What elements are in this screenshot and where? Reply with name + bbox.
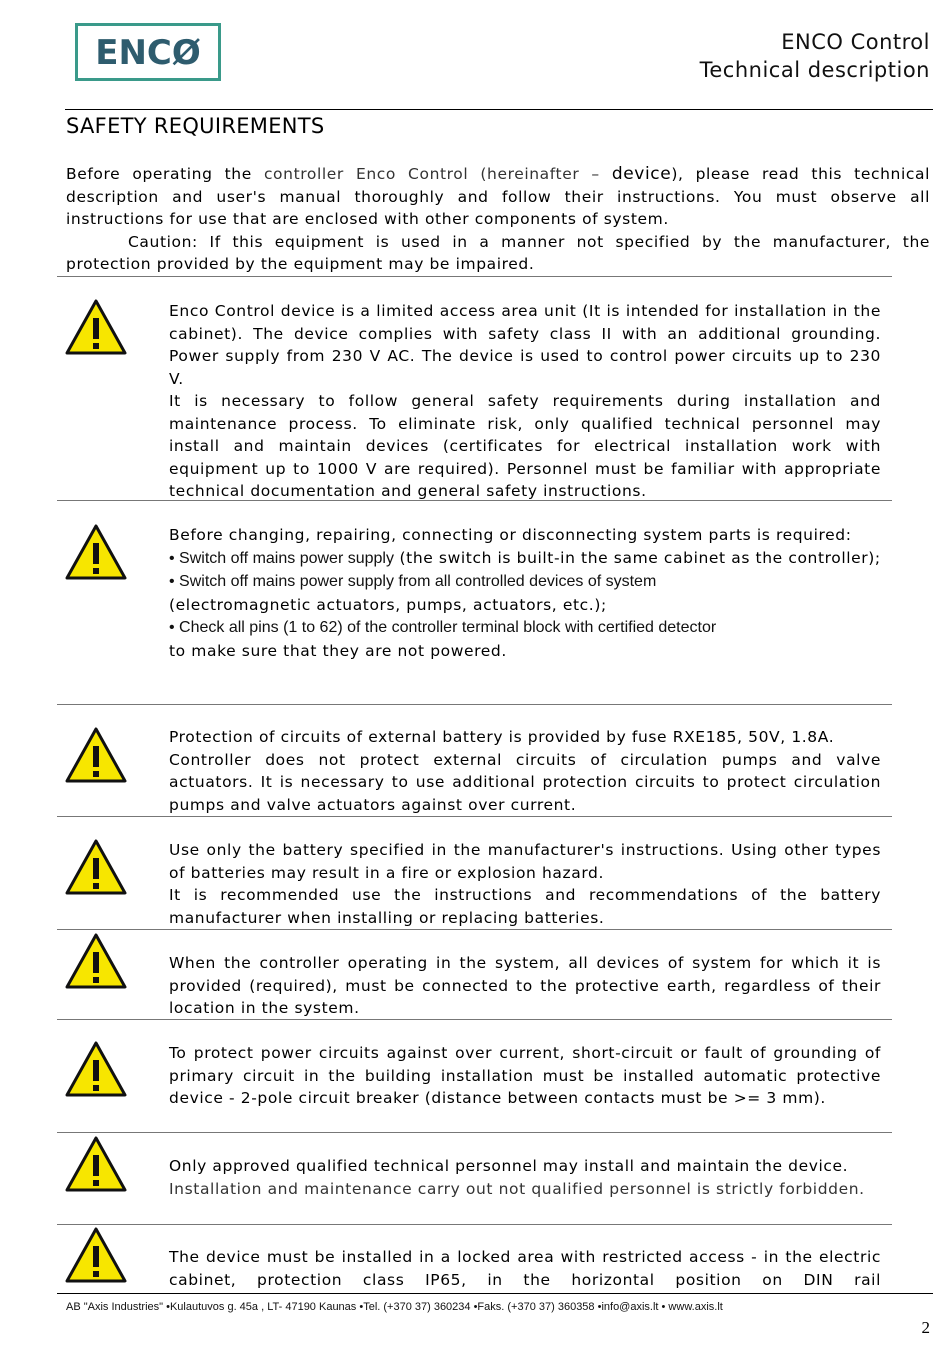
safety-block-1 (169, 300, 881, 503)
block-paragraph: The device must be installed in a locked area with restricted access - in the electric cabinet, protection class IP65, in the horizontal position on DIN rail (169, 1248, 881, 1289)
warning-triangle-icon (64, 1135, 128, 1193)
divider (57, 816, 892, 817)
safety-block-6 (169, 1042, 881, 1110)
block-paragraph: Only approved qualified technical personnel may install and maintain the device. (169, 1157, 849, 1175)
bullet-text: • Check all pins (1 to 62) of the controller terminal block with certified detector (169, 619, 717, 636)
divider (57, 500, 892, 501)
safety-block-3 (169, 726, 881, 816)
block-paragraph: It is necessary to follow general safety requirements during installation and maintenance process. To eliminate risk, only qualified technical personnel may install and maintain devices (certificates for electrical installation work with equipment up to 1000 V are required). Personnel must be familiar with appropriate technical documentation and general safety instructions. (169, 392, 881, 500)
header-subtitle: Technical description (699, 58, 930, 82)
warning-triangle-icon (64, 932, 128, 990)
warning-triangle-icon (64, 838, 128, 896)
bullet-text: • Switch off mains power supply (169, 549, 394, 567)
enco-logo-mark (83, 31, 213, 73)
block-bullet (169, 616, 881, 640)
safety-block-2 (169, 524, 881, 662)
footer-divider (57, 1293, 933, 1294)
safety-block-5 (169, 952, 881, 1020)
block-paragraph: Controller does not protect external circuits of circulation pumps and valve actuators. It is necessary to use additional protection circuits to protect circulation pumps and valve actuators against over current. (169, 750, 881, 814)
warning-triangle-icon (64, 1226, 128, 1284)
divider (57, 1132, 892, 1133)
block-paragraph: Enco Control device is a limited access area unit (It is intended for installation in the cabinet). The device complies with safety class II with an additional grounding. Power supply from 230 V AC. The device is used to control power circuits up to 230 V. (169, 302, 881, 388)
divider (57, 276, 892, 277)
block-paragraph: Before changing, repairing, connecting or disconnecting system parts is required: (169, 526, 852, 544)
warning-triangle-icon (64, 298, 128, 356)
block-paragraph: When the controller operating in the system, all devices of system for which it is provided (required), must be connected to the protective earth, regardless of their location in the system. (169, 954, 881, 1017)
svg-text:ENCØ: ENCØ (95, 33, 201, 73)
safety-block-4 (169, 839, 881, 929)
block-bullet: to make sure that they are not powered. (169, 641, 507, 660)
caution-paragraph: Caution: If this equipment is used in a manner not specified by the manufacturer, the protection provided by the equipment may be impaired. (66, 232, 930, 273)
intro-text-part: ), please read this technical description and user's manual thoroughly and follow their instructions. You must observe all instructions for use that are enclosed with other components of system. (66, 165, 930, 228)
footer-contact: AB "Axis Industries" •Kulautuvos g. 45a , LT- 47190 Kaunas •Tel. (+370 37) 360234 •Faks. (+370 37) 360358 •info@axis.lt • www.axis.lt (66, 1301, 723, 1313)
divider (57, 929, 892, 930)
block-bullet (169, 547, 881, 571)
warning-triangle-icon (64, 523, 128, 581)
block-bullet (169, 570, 881, 594)
divider (57, 704, 892, 705)
intro-paragraph (66, 163, 930, 231)
enco-logo (75, 23, 221, 81)
bullet-text: (the switch is built-in the same cabinet as the controller); (393, 548, 881, 567)
section-title: SAFETY REQUIREMENTS (66, 114, 325, 138)
intro-text (66, 163, 930, 276)
intro-text-part: device (611, 164, 672, 184)
intro-text-part: Before operating the (66, 165, 264, 183)
divider (57, 1224, 892, 1225)
bullet-text: • Switch off mains power supply from all controlled devices of system (169, 573, 657, 590)
safety-block-7 (169, 1155, 881, 1200)
warning-triangle-icon (64, 1040, 128, 1098)
intro-text-part: controller Enco Control (hereinafter – (263, 165, 612, 183)
block-paragraph: Use only the battery specified in the manufacturer's instructions. Using other types of batteries may result in a fire or explosion hazard. (169, 841, 881, 882)
block-bullet: (electromagnetic actuators, pumps, actuators, etc.); (169, 595, 607, 614)
block-paragraph: Installation and maintenance carry out not qualified personnel is strictly forbidden. (169, 1179, 865, 1198)
block-paragraph: Protection of circuits of external battery is provided by fuse RXE185, 50V, 1.8A. (169, 728, 835, 746)
header-title: ENCO Control (781, 30, 930, 54)
page-number: 2 (921, 1318, 930, 1337)
warning-triangle-icon (64, 726, 128, 784)
divider (57, 1019, 892, 1020)
safety-block-8 (169, 1246, 881, 1291)
block-paragraph: It is recommended use the instructions and recommendations of the battery manufacturer when installing or replacing batteries. (169, 886, 881, 927)
header-divider (65, 109, 933, 110)
block-paragraph: To protect power circuits against over current, short-circuit or fault of grounding of primary circuit in the building installation must be installed automatic protective device - 2-pole circuit breaker (distance between contacts must be >= 3 mm). (169, 1044, 881, 1107)
